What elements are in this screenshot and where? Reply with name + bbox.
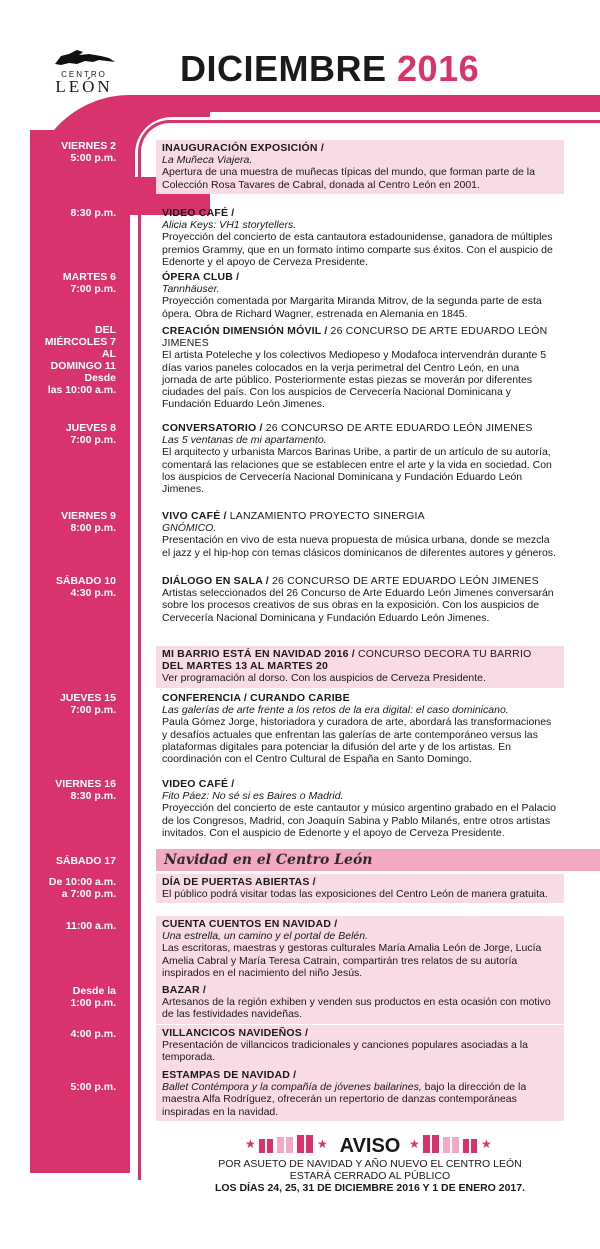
- event-description: Paula Gómez Jorge, historiadora y curadora de arte, abordará las transformaciones y desafíos actuales que enfrentan las galerías de arte contemporáneo versus las plataformas digitales para potenciar la difusión del arte y de los artistas. En coordinación con el Centro Cultural de España en Santo Domingo.: [162, 716, 552, 766]
- frame-top-bar: [130, 95, 600, 112]
- event-work-title: Fito Páez: No sé si es Baires o Madrid.: [162, 790, 344, 803]
- event-entry: [160, 690, 562, 768]
- page-title: [180, 48, 479, 90]
- aviso-line-3: LOS DÍAS 24, 25, 31 DE DICIEMBRE 2016 Y 1 DE ENERO 2017.: [214, 1182, 526, 1194]
- event-title: ESTAMPAS DE NAVIDAD /: [162, 1069, 297, 1081]
- event-date-line: a 7:00 p.m.: [61, 888, 116, 900]
- event-date: [30, 778, 116, 802]
- event-date-line: AL: [102, 348, 116, 360]
- event-date: [30, 1028, 116, 1040]
- event-description: Presentación de villancicos tradicionales y canciones populares asociadas a la temporada.: [162, 1039, 528, 1064]
- event-title: VILLANCICOS NAVIDEÑOS /: [162, 1027, 309, 1039]
- event-date-line: 7:00 p.m.: [70, 283, 116, 295]
- event-date: [30, 271, 116, 295]
- svg-text:★: ★: [481, 1137, 493, 1151]
- event-date-line: Desde: [84, 372, 116, 384]
- event-title: DIÁLOGO EN SALA / 26 CONCURSO DE ARTE EDUARDO LEÓN JIMENES: [162, 575, 539, 587]
- event-description: Proyección del concierto de este cantautor y músico argentino grabado en el Palacio de los Congresos, Madrid, con Joaquín Sabina y Pablo Milanés, entre otros artistas invitados. Con el auspicio de Edenorte y el apoyo de Cerveza Presidente.: [162, 802, 556, 839]
- aviso-line-1: POR ASUETO DE NAVIDAD Y AÑO NUEVO EL CENTRO LEÓN: [218, 1158, 522, 1170]
- event-date-line: JUEVES 8: [65, 422, 116, 434]
- event-description: El artista Poteleche y los colectivos Mediopeso y Modafoca intervendrán durante 5 días varios paneles colocados en la verja perimetral del Centro León, en una jornada de arte público. Posteriormente estas piezas se moverán por diferentes ciudades del país. Con los auspicios de Cervecería Nacional Dominicana y Fundación Eduardo León Jimenes.: [162, 349, 547, 411]
- event-date: [30, 422, 116, 446]
- aviso-box: [160, 1133, 580, 1194]
- event-date-line: VIERNES 9: [61, 510, 116, 522]
- event-date-line: 8:30 p.m.: [70, 790, 116, 802]
- event-title: CREACIÓN DIMENSIÓN MÓVIL / 26 CONCURSO DE ARTE EDUARDO LEÓN JIMENES: [162, 325, 548, 350]
- event-date-line: VIERNES 2: [61, 140, 116, 152]
- event-title: INAUGURACIÓN EXPOSICIÓN /: [162, 142, 324, 154]
- event-date-line: 4:00 p.m.: [70, 1028, 116, 1040]
- event-date-line: VIERNES 16: [55, 778, 116, 790]
- event-date-line: 7:00 p.m.: [70, 434, 116, 446]
- event-entry: [160, 776, 562, 842]
- gift-icons-right: [407, 1133, 497, 1158]
- event-date-line: 7:00 p.m.: [70, 704, 116, 716]
- event-date-line: Desde la: [72, 985, 116, 997]
- event-entry: [160, 420, 562, 498]
- event-date: [30, 207, 116, 219]
- event-date-line: DOMINGO 11: [50, 360, 116, 372]
- event-date-line: 5:00 p.m.: [70, 152, 116, 164]
- event-entry: [160, 573, 562, 627]
- aviso-title: AVISO: [339, 1134, 401, 1157]
- event-description: Ballet Contémpora y la compañía de jóvenes bailarines, bajo la dirección de la maestra Alfa Rodríguez, ofrecerán un repertorio de danzas contemporáneas inspiradas en la navidad.: [162, 1081, 527, 1118]
- event-title: ÓPERA CLUB /: [162, 271, 240, 283]
- event-entry: [156, 646, 564, 688]
- event-date: [30, 324, 116, 396]
- event-work-title: Una estrella, un camino y el portal de Belén.: [162, 930, 369, 943]
- event-title: MI BARRIO ESTÁ EN NAVIDAD 2016 / CONCURSO DECORA TU BARRIO: [162, 648, 532, 660]
- event-date: [30, 876, 116, 900]
- event-entry: [156, 982, 564, 1024]
- event-date-line: JUEVES 15: [59, 692, 116, 704]
- title-month: DICIEMBRE: [180, 48, 387, 89]
- event-description: Proyección comentada por Margarita Miranda Mitrov, de la segunda parte de esta ópera. Obra de Richard Wagner, estrenada en Alemania en 1845.: [162, 295, 542, 320]
- event-title: BAZAR /: [162, 984, 206, 996]
- event-work-title: Las 5 ventanas de mi apartamento.: [162, 434, 327, 447]
- event-date-line: 1:00 p.m.: [70, 997, 116, 1009]
- event-date-line: 4:30 p.m.: [70, 587, 116, 599]
- date-sabado-17: SÁBADO 17: [55, 855, 116, 867]
- event-description: Artistas seleccionados del 26 Concurso de Arte Eduardo León Jimenes conversarán sobre los procesos creativos de sus obras en la exposición. Con los auspicios de Cervecería Nacional Dominicana y Fundación Eduardo León Jimenes.: [162, 587, 554, 624]
- title-year: 2016: [397, 48, 480, 89]
- event-date-line: las 10:00 a.m.: [47, 384, 116, 396]
- event-title: VIDEO CAFÉ /: [162, 778, 235, 790]
- event-date-line: SÁBADO 10: [55, 575, 116, 587]
- event-entry: [156, 140, 564, 194]
- event-title: DÍA DE PUERTAS ABIERTAS /: [162, 876, 316, 888]
- event-date-line: De 10:00 a.m.: [48, 876, 116, 888]
- event-date-line: MIÉRCOLES 7: [44, 336, 116, 348]
- event-date-line: 5:00 p.m.: [70, 1081, 116, 1093]
- event-work-title: GNÓMICO.: [162, 522, 217, 535]
- logo-centro: CENTRO: [61, 70, 107, 79]
- event-entry: [156, 1067, 564, 1121]
- event-date-line: DEL: [95, 324, 116, 336]
- event-work-title: La Muñeca Viajera.: [162, 154, 253, 167]
- event-title-line-2: DEL MARTES 13 AL MARTES 20: [162, 660, 329, 673]
- event-description: El público podrá visitar todas las exposiciones del Centro León de manera gratuita.: [162, 888, 548, 901]
- svg-text:★: ★: [316, 1137, 328, 1151]
- event-description: Presentación en vivo de esta nueva propuesta de música urbana, donde se mezcla el jazz y el hip-hop con temas clásicos dominicanos de diferentes autores y géneros.: [162, 534, 556, 559]
- aviso-line-2: ESTARÁ CERRADO AL PÚBLICO: [289, 1170, 451, 1182]
- event-entry: [156, 1025, 564, 1067]
- event-date-line: 8:30 p.m.: [70, 207, 116, 219]
- event-date: [30, 985, 116, 1009]
- event-date: [30, 692, 116, 716]
- event-date: [30, 140, 116, 164]
- svg-text:★: ★: [409, 1137, 421, 1151]
- event-work-title: Tannhäuser.: [162, 283, 220, 296]
- event-description: Apertura de una muestra de muñecas típicas del mundo, que forman parte de la Colección Rosa Tavares de Cabral, donada al Centro León en 2001.: [162, 166, 535, 191]
- event-work-title: Ballet Contémpora y la compañía de jóvenes bailarines,: [162, 1081, 422, 1094]
- event-date-line: 8:00 p.m.: [70, 522, 116, 534]
- event-date-line: MARTES 6: [62, 271, 116, 283]
- event-entry: [156, 874, 564, 903]
- event-work-title: Alicia Keys: VH1 storytellers.: [162, 219, 297, 232]
- event-date: [30, 510, 116, 534]
- event-description: El arquitecto y urbanista Marcos Barinas Uribe, a partir de un artículo de su autoría, comentará las relaciones que se establecen entre el arte y la vida en sociedad. Con los auspicios de Cervecería Nacional Dominicana y Fundación Eduardo León Jimenes.: [162, 446, 552, 496]
- centro-leon-logo: [44, 46, 124, 95]
- event-title: VIDEO CAFÉ /: [162, 207, 235, 219]
- event-description: Proyección del concierto de esta cantautora estadounidense, ganadora de múltiples premios Grammy, que en un formato íntimo comparte sus éxitos. Con el auspicio de Edenorte y el apoyo de Cerveza Presidente.: [162, 231, 553, 268]
- lion-icon: [49, 46, 119, 68]
- event-subtitle: 26 CONCURSO DE ARTE EDUARDO LEÓN JIMENES: [262, 422, 533, 434]
- event-subtitle: 26 CONCURSO DE ARTE EDUARDO LEÓN JIMENES: [162, 325, 548, 350]
- event-description: Ver programación al dorso. Con los auspicios de Cerveza Presidente.: [162, 672, 486, 685]
- event-entry: [160, 269, 562, 323]
- event-work-title: Las galerías de arte frente a los retos de la era digital: el caso dominicano.: [162, 704, 509, 717]
- gift-icons-left: [243, 1133, 333, 1158]
- event-date: [30, 575, 116, 599]
- event-subtitle: LANZAMIENTO PROYECTO SINERGIA: [226, 510, 425, 522]
- event-title: VIVO CAFÉ / LANZAMIENTO PROYECTO SINERGIA: [162, 510, 425, 522]
- event-description: Artesanos de la región exhiben y venden sus productos en esta ocasión con motivo de las festividades navideñas.: [162, 996, 551, 1021]
- event-date-line: 11:00 a.m.: [65, 920, 116, 932]
- event-entry: [156, 916, 564, 982]
- event-subtitle: 26 CONCURSO DE ARTE EDUARDO LEÓN JIMENES: [268, 575, 539, 587]
- navidad-banner: Navidad en el Centro León: [156, 849, 600, 871]
- event-date: [30, 1081, 116, 1093]
- event-entry: [160, 205, 562, 271]
- event-date: [30, 920, 116, 932]
- event-title: CONVERSATORIO / 26 CONCURSO DE ARTE EDUARDO LEÓN JIMENES: [162, 422, 533, 434]
- event-description: Las escritoras, maestras y gestoras culturales María Amalia León de Jorge, Lucía Amelia Cabral y María Teresa Catrain, compartirán tres relatos de su autoría inspirados en el nacimiento del niño Jesús.: [162, 942, 542, 979]
- event-subtitle: CONCURSO DECORA TU BARRIO: [354, 648, 532, 660]
- event-entry: [160, 508, 562, 562]
- svg-text:★: ★: [244, 1137, 256, 1151]
- event-title: CUENTA CUENTOS EN NAVIDAD /: [162, 918, 338, 930]
- logo-leon: LEÓN: [55, 77, 113, 96]
- event-entry: [160, 323, 562, 413]
- event-title: CONFERENCIA / CURANDO CARIBE: [162, 692, 350, 704]
